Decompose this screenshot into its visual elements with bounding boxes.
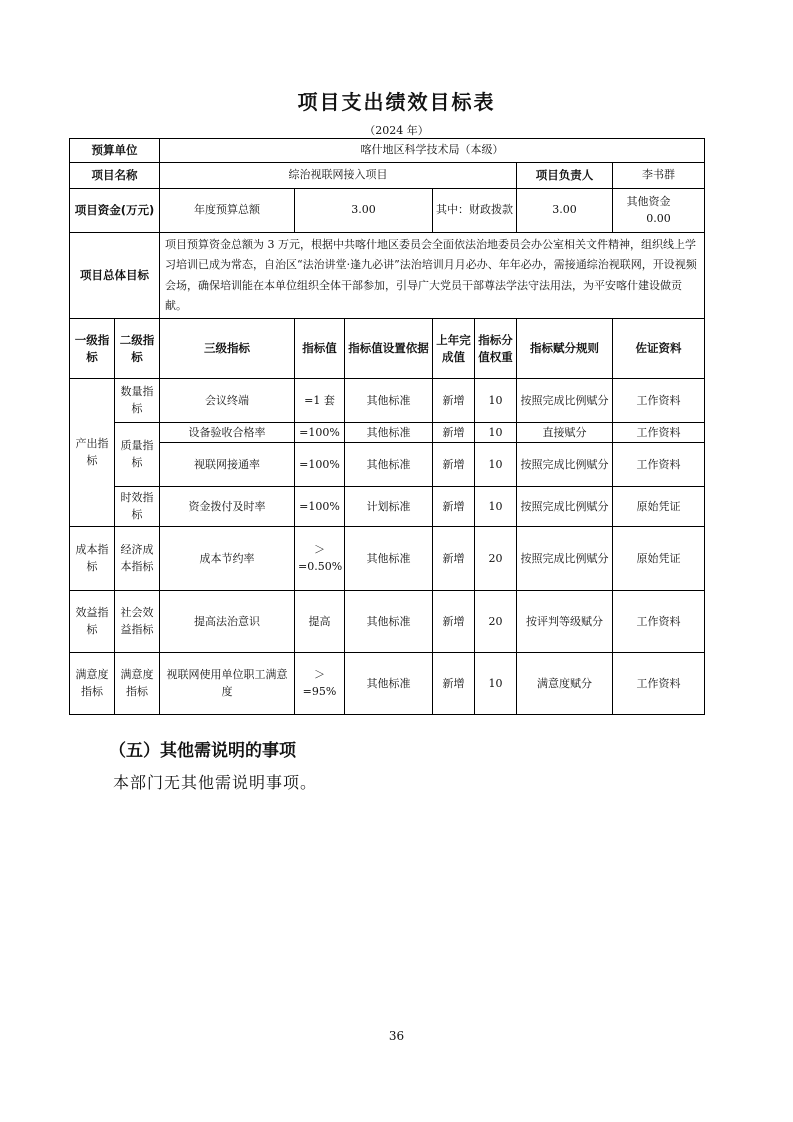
subgroup-quantity: 数量指标: [115, 379, 160, 423]
goal-label: 项目总体目标: [70, 233, 160, 319]
other-value: 0.00: [646, 211, 671, 225]
indicator-cell: 提高法治意识: [160, 591, 295, 653]
page-number: 36: [388, 1029, 405, 1043]
indicator-cell: 视联网接通率: [160, 443, 295, 487]
col-level2: 二级指标: [115, 319, 160, 379]
rule-cell: 满意度赋分: [517, 653, 613, 715]
section-heading: （五）其他需说明的事项: [109, 741, 296, 761]
lead-label: 项目负责人: [517, 163, 613, 189]
table-row: [70, 189, 705, 233]
rule-cell: 按照完成比例赋分: [517, 527, 613, 591]
indicator-cell: 资金拨付及时率: [160, 487, 295, 527]
value-cell: ＞=95%: [295, 653, 345, 715]
rule-cell: 按照完成比例赋分: [517, 379, 613, 423]
subgroup-satisfaction: 满意度指标: [115, 653, 160, 715]
last-year-cell: 新增: [433, 527, 475, 591]
last-year-cell: 新增: [433, 423, 475, 443]
last-year-cell: 新增: [433, 379, 475, 423]
indicator-cell: 会议终端: [160, 379, 295, 423]
col-value: 指标值: [295, 319, 345, 379]
value-cell: =100%: [295, 487, 345, 527]
table-row: [70, 233, 705, 319]
indicator-cell: 视联网使用单位职工满意度: [160, 653, 295, 715]
rule-cell: 按评判等级赋分: [517, 591, 613, 653]
basis-cell: 其他标准: [345, 379, 433, 423]
annual-value: 3.00: [295, 189, 433, 233]
subgroup-economic: 经济成本指标: [115, 527, 160, 591]
weight-cell: 10: [475, 443, 517, 487]
weight-cell: 10: [475, 653, 517, 715]
table-row: [70, 163, 705, 189]
basis-cell: 计划标准: [345, 487, 433, 527]
group-cost: 成本指标: [70, 527, 115, 591]
col-level3: 三级指标: [160, 319, 295, 379]
fiscal-label: 其中：财政拨款: [433, 189, 517, 233]
rule-cell: 按照完成比例赋分: [517, 443, 613, 487]
rule-cell: 直接赋分: [517, 423, 613, 443]
evidence-cell: 工作资料: [613, 379, 705, 423]
value-cell: 提高: [295, 591, 345, 653]
name-label: 项目名称: [70, 163, 160, 189]
indicator-cell: 成本节约率: [160, 527, 295, 591]
weight-cell: 10: [475, 423, 517, 443]
other-funds: [613, 189, 705, 233]
goal-text: 项目预算资金总额为 3 万元，根据中共喀什地区委员会全面依法治地委员会办公室相关文件精神，组织线上学习培训已成为常态，自治区“法治讲堂·逢九必讲”法治培训月月必办、年年必办，需接通综治视联网，开设视频会场，确保培训能在本单位组织全体干部参加，引导广大党员干部尊法学法守法用法，为平安喀什建设做贡献。: [160, 233, 705, 319]
evidence-cell: 工作资料: [613, 443, 705, 487]
table-row: [70, 653, 705, 715]
weight-cell: 20: [475, 527, 517, 591]
weight-cell: 20: [475, 591, 517, 653]
evidence-cell: 原始凭证: [613, 527, 705, 591]
table-row: [70, 591, 705, 653]
group-output: 产出指标: [70, 379, 115, 527]
group-benefit: 效益指标: [70, 591, 115, 653]
rule-cell: 按照完成比例赋分: [517, 487, 613, 527]
evidence-cell: 工作资料: [613, 423, 705, 443]
annual-label: 年度预算总额: [160, 189, 295, 233]
col-evidence: 佐证资料: [613, 319, 705, 379]
col-basis: 指标值设置依据: [345, 319, 433, 379]
other-label: 其他资金: [626, 195, 671, 208]
table-header-row: [70, 319, 705, 379]
table-row: [70, 527, 705, 591]
col-rule: 指标赋分规则: [517, 319, 613, 379]
last-year-cell: 新增: [433, 487, 475, 527]
value-cell: ＞=0.50%: [295, 527, 345, 591]
table-row: [70, 487, 705, 527]
weight-cell: 10: [475, 379, 517, 423]
table-row: [70, 379, 705, 423]
name-value: 综治视联网接入项目: [160, 163, 517, 189]
col-level1: 一级指标: [70, 319, 115, 379]
basis-cell: 其他标准: [345, 423, 433, 443]
table-row: [70, 423, 705, 443]
page-title: 项目支出绩效目标表: [297, 90, 496, 114]
last-year-cell: 新增: [433, 591, 475, 653]
basis-cell: 其他标准: [345, 527, 433, 591]
col-last-year: 上年完成值: [433, 319, 475, 379]
fiscal-value: 3.00: [517, 189, 613, 233]
fund-label: 项目资金(万元): [70, 189, 160, 233]
table-row: [70, 443, 705, 487]
year-label: （2024 年）: [364, 124, 429, 137]
value-cell: =100%: [295, 423, 345, 443]
indicator-cell: 设备验收合格率: [160, 423, 295, 443]
basis-cell: 其他标准: [345, 591, 433, 653]
section-body: 本部门无其他需说明事项。: [113, 773, 318, 792]
performance-target-table: [69, 138, 705, 715]
last-year-cell: 新增: [433, 443, 475, 487]
col-weight: 指标分值权重: [475, 319, 517, 379]
subgroup-social: 社会效益指标: [115, 591, 160, 653]
lead-value: 李书群: [613, 163, 705, 189]
table-row: [70, 139, 705, 163]
weight-cell: 10: [475, 487, 517, 527]
evidence-cell: 工作资料: [613, 591, 705, 653]
evidence-cell: 原始凭证: [613, 487, 705, 527]
unit-value: 喀什地区科学技术局（本级）: [160, 139, 705, 163]
last-year-cell: 新增: [433, 653, 475, 715]
group-satisfaction: 满意度指标: [70, 653, 115, 715]
unit-label: 预算单位: [70, 139, 160, 163]
basis-cell: 其他标准: [345, 653, 433, 715]
basis-cell: 其他标准: [345, 443, 433, 487]
value-cell: =1 套: [295, 379, 345, 423]
subgroup-timeliness: 时效指标: [115, 487, 160, 527]
value-cell: =100%: [295, 443, 345, 487]
subgroup-quality: 质量指标: [115, 423, 160, 487]
evidence-cell: 工作资料: [613, 653, 705, 715]
